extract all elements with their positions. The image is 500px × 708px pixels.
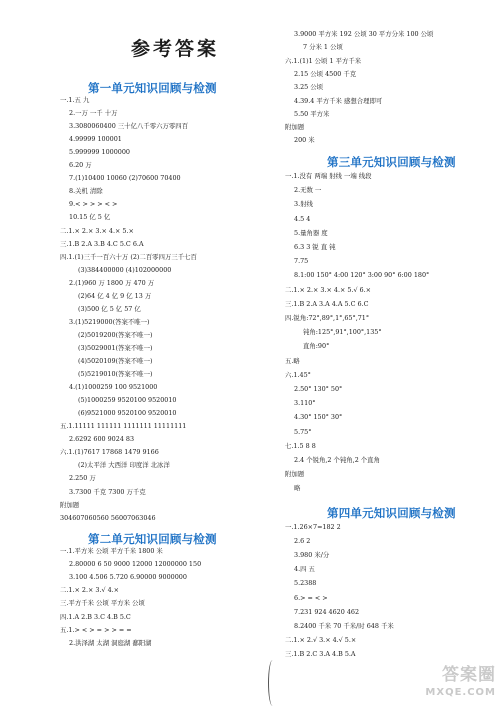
answer-line: (4)5020109(答案不唯一) <box>78 357 153 365</box>
answer-line: 三.1.B 2.C 3.A 4.B 5.A <box>285 649 356 658</box>
answer-line: 2.4 个锐角,2 个钝角,2 个直角 <box>294 456 380 464</box>
answer-line: 二.1.× 2.× 3.√ 4.× <box>60 586 120 595</box>
answer-line: 三.1.B 2.A 3.B 4.C 5.C 6.A <box>60 239 144 248</box>
answer-line: 2.一万 一千 十万 <box>69 109 118 118</box>
answer-line: 2.6 2 <box>294 537 311 546</box>
answer-line: 3.110° <box>294 399 316 408</box>
answer-line: 四.1.A 2.B 3.C 4.B 5.C <box>60 612 131 621</box>
answer-line: 3.射线 <box>294 200 313 209</box>
watermark-logo <box>400 664 496 706</box>
watermark-bottom-text: MXQE.COM <box>425 687 496 698</box>
page-title: 参考答案 <box>130 38 219 60</box>
section-title-unit-2: 第二单元知识回顾与检测 <box>88 532 217 546</box>
answer-line: 附加题 <box>60 500 80 509</box>
answer-line: 直角:90° <box>303 342 330 351</box>
answer-line: (3)5029001(答案不唯一) <box>78 343 153 352</box>
answer-line: 2.6292 600 9024 83 <box>69 435 135 444</box>
answer-line: 4.99999 100001 <box>69 135 122 144</box>
answer-line: 4.39.4 平方千米 感想合理即可 <box>294 96 383 105</box>
page-fold-mark <box>268 660 277 706</box>
answer-line: (6)9521000 9520100 9520010 <box>78 409 177 418</box>
answer-line: 9.< > > > < > <box>69 200 118 209</box>
answer-line: 3.(1)5219000(答案不唯一) <box>69 317 150 326</box>
answer-line: 六.1.(1)1 公顷 1 平方千米 <box>285 56 362 65</box>
answer-line: (2)太平洋 大西洋 印度洋 北冰洋 <box>78 461 170 470</box>
answer-line: 5.75° <box>294 427 312 436</box>
answer-line: 三.平方千米 公顷 平方米 公顷 <box>60 599 145 608</box>
answer-line: 附加题 <box>285 123 305 132</box>
answer-line: 200 米 <box>294 136 315 145</box>
answer-line: 3.7300 千克 7300 万千克 <box>69 487 146 496</box>
answer-line: 2.15 公顷 4500 千克 <box>294 69 357 78</box>
answer-line: (2)64 亿 4 亿 9 亿 13 万 <box>78 291 152 300</box>
answer-line: 一.1.26×7=182 2 <box>285 523 341 531</box>
answer-line: 7.75 <box>294 257 309 266</box>
answer-line: 3.25 公顷 <box>294 83 324 92</box>
answer-line: 二.1.× 2.× 3.× 4.× 5.× <box>60 226 134 235</box>
answer-line: 6.3 3 锐 直 钝 <box>294 243 336 251</box>
answer-line: 2.无数 一 <box>294 186 322 195</box>
answer-line: 一.1.五 九 <box>60 96 90 104</box>
answer-line: 附加题 <box>285 470 305 479</box>
answer-line: 5.50 平方米 <box>294 109 330 118</box>
watermark-top-text: 答案圈 <box>442 665 496 685</box>
answer-line: 8.关机 清除 <box>69 187 103 196</box>
answer-line: 五.1.> < > = > > = = <box>60 625 132 634</box>
answer-line: 七.1.5 8 8 <box>285 441 316 450</box>
answer-line: 4.四 五 <box>294 565 315 574</box>
answer-line: 6.> = < > <box>294 593 328 602</box>
answer-line: 2.50° 130° 50° <box>294 385 343 393</box>
answer-line: 2.(1)960 万 1800 万 470 万 <box>69 278 155 287</box>
answer-line: 2.250 万 <box>69 474 96 483</box>
answer-line: 二.1.× 2.× 3.× 4.× 5.√ 6.× <box>285 285 372 294</box>
answer-line: 五.略 <box>285 356 300 365</box>
answer-line: 2.洪泽湖 太湖 洞庭湖 鄱阳湖 <box>69 638 152 647</box>
answer-line: 8.1:00 150° 4:00 120° 3:00 90° 6:00 180° <box>294 271 430 280</box>
answer-line: 一.1.没有 两端 射线 一端 线段 <box>285 172 372 180</box>
answer-line: 4.30° 150° 30° <box>294 413 343 422</box>
answer-line: 3.9000 平方米 192 公顷 30 平方分米 100 公顷 <box>294 30 434 38</box>
answer-line: 3.980 米/分 <box>294 551 330 560</box>
answer-line: 7.231 924 4620 462 <box>294 607 360 616</box>
answer-line: 4.(1)1000259 100 9521000 <box>69 383 158 392</box>
answer-line: 7 分米 1 公顷 <box>303 43 343 52</box>
answer-line: (3)384400000 (4)102000000 <box>78 265 172 274</box>
answer-line: 三.1.B 2.A 3.A 4.A 5.C 6.C <box>285 299 369 308</box>
answer-line: (5)5219010(答案不唯一) <box>78 370 153 379</box>
answer-line: 10.15 亿 5 亿 <box>69 213 111 222</box>
answer-line: 四.锐角:72°,89°,1°,65°,71° <box>285 314 370 322</box>
section-title-unit-1: 第一单元知识回顾与检测 <box>88 81 217 95</box>
answer-line: 8.2400 千米 70 千米/时 648 千米 <box>294 621 394 630</box>
section-title-unit-4: 第四单元知识回顾与检测 <box>327 506 456 520</box>
answer-line: 四.1.(1)三千一百六十万 (2)二百零四万三千七百 <box>60 252 197 261</box>
answer-line: 5.999999 1000000 <box>69 148 130 157</box>
answer-line: 一.1.平方米 公顷 平方千米 1800 米 <box>60 547 163 555</box>
answer-line: (5)1000259 9520100 9520010 <box>78 396 177 405</box>
answer-line: 3.100 4.506 5.720 6.90000 9000000 <box>69 573 187 582</box>
answer-line: 6.20 万 <box>69 161 92 170</box>
answer-line: 4.5 4 <box>294 214 311 223</box>
answer-line: 六.1.(1)7617 17868 1479 9166 <box>60 448 159 457</box>
answer-line: 5.量角器 度 <box>294 228 328 237</box>
answer-line: 7.(1)10400 10060 (2)70600 70400 <box>69 174 181 183</box>
answer-line: 略 <box>294 484 301 493</box>
answer-line: 二.1.× 2.√ 3.× 4.√ 5.× <box>285 635 357 644</box>
answer-line: 五.1.11111 111111 1111111 11111111 <box>60 422 187 431</box>
answer-line: 5.2388 <box>294 579 317 588</box>
answer-line: 304607060560 56007063046 <box>60 513 156 522</box>
answer-line: (2)5019200(答案不唯一) <box>78 330 153 339</box>
answer-line: 3.3080060400 三十亿八千零六万零四百 <box>69 122 189 131</box>
answer-line: 六.1.45° <box>285 370 311 379</box>
answer-line: 2.80000 6 50 9000 12000 12000000 150 <box>69 560 202 569</box>
answer-line: (3)500 亿 5 亿 57 亿 <box>78 304 141 313</box>
section-title-unit-3: 第三单元知识回顾与检测 <box>327 155 456 169</box>
answer-line: 钝角:125°,91°,100°,135° <box>303 328 382 337</box>
